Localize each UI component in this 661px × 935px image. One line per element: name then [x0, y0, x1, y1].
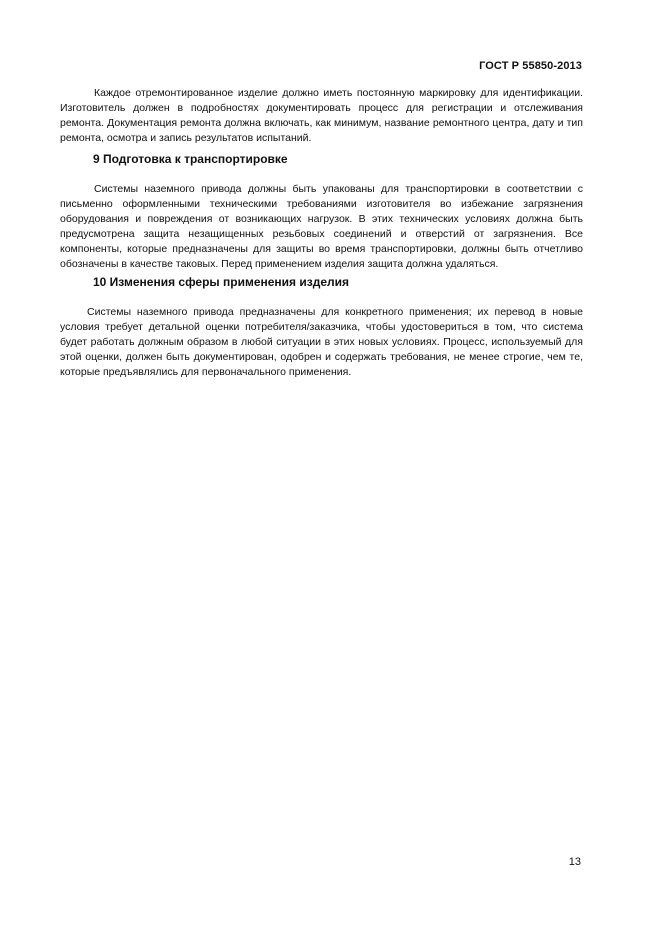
section-heading-9: 9 Подготовка к транспортировке [93, 152, 288, 166]
paragraph-application-change [60, 305, 583, 380]
paragraph-repair-marking [60, 86, 583, 146]
paragraph-text: Каждое отремонтированное изделие должно иметь постоянную маркировку для идентификации. Изготовитель должен в подробностях документировать процесс для регистрации и отслеживания ремонта. Документация ремонта должна включать, как минимум, название ремонтного центра, дату и тип ремонта, осмотра и запись результатов испытаний. [60, 87, 583, 144]
standard-header: ГОСТ Р 55850-2013 [479, 60, 582, 72]
paragraph-transport-packaging [60, 182, 583, 272]
paragraph-text: Системы наземного привода предназначены для конкретного применения; их перевод в новые условия требует детальной оценки потребителя/заказчика, чтобы удостовериться в том, что система будет работать должным образом в любой ситуации в этих новых условиях. Процесс, используемый для этой оценки, должен быть документирован, одобрен и содержать требования, не менее строгие, чем те, которые предъявлялись для первоначального применения. [60, 306, 583, 378]
page-number: 13 [568, 856, 581, 868]
paragraph-text: Системы наземного привода должны быть упакованы для транспортировки в соответствии с письменно оформленными техническими требованиями изготовителя во избежание загрязнения оборудования и повреждения от возникающих нагрузок. В этих технических условиях должна быть предусмотрена защита незащищенных резьбовых соединений и отверстий от загрязнения. Все компоненты, которые предназначены для защиты во время транспортировки, должны быть отчетливо обозначены в качестве таковых. Перед применением изделия защита должна удаляться. [60, 183, 583, 270]
section-heading-10: 10 Изменения сферы применения изделия [93, 275, 350, 289]
